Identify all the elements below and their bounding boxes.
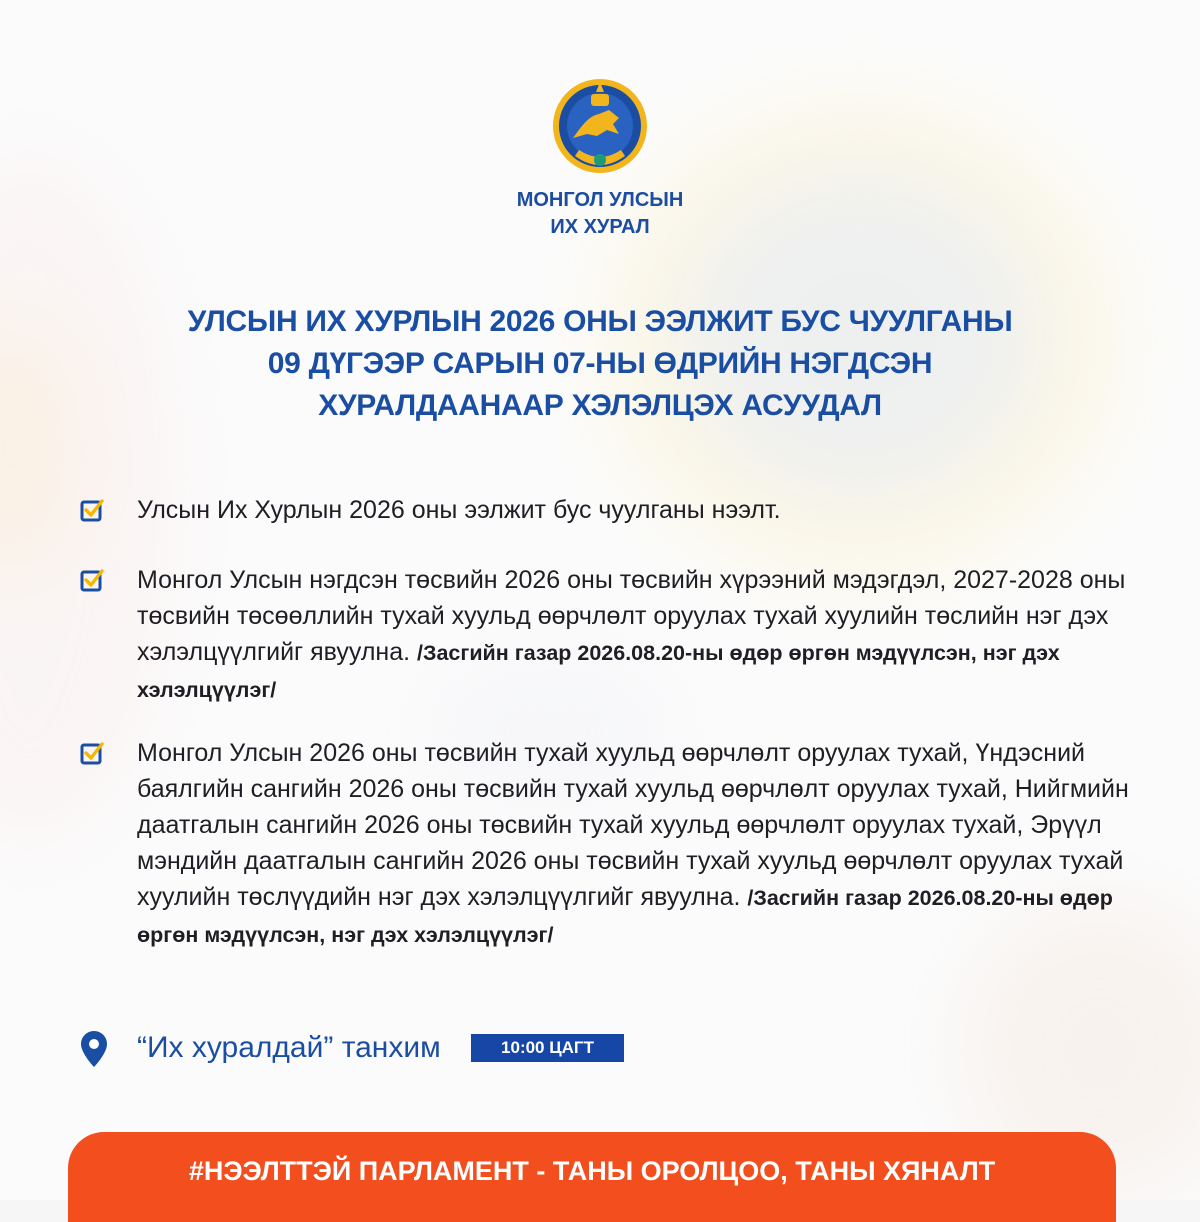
- organization-name-line1: МОНГОЛ УЛСЫН: [516, 189, 684, 211]
- footer-slogan: #НЭЭЛТТЭЙ ПАРЛАМЕНТ - ТАНЫ ОРОЛЦОО, ТАНЫ ХЯНАЛТ: [188, 1156, 996, 1186]
- agenda-item-text: [137, 492, 1140, 528]
- page-title-line3: ХУРАЛДААНААР ХЭЛЭЛЦЭХ АСУУДАЛ: [318, 389, 882, 422]
- agenda-item-text: [137, 735, 1140, 953]
- location-pin-icon: [80, 1030, 108, 1068]
- page-title-line1: УЛСЫН ИХ ХУРЛЫН 2026 ОНЫ ЭЭЛЖИТ БУС ЧУУЛГАНЫ: [187, 305, 1013, 338]
- checkbox-icon: [80, 568, 104, 592]
- page-title-line2: 09 ДҮГЭЭР САРЫН 07-НЫ ӨДРИЙН НЭГДСЭН: [267, 347, 933, 380]
- agenda-item-description: Монгол Улсын 2026 оны төсвийн тухай хуульд өөрчлөлт оруулах тухай, Үндэсний баялгийн сангийн 2026 оны төсвийн тухай хуульд өөрчлөлт оруулах тухай, Нийгмийн даатгалын сангийн 2026 оны төсвийн тухай хуульд өөрчлөлт оруулах тухай, Эрүүл мэндийн даатгалын сангийн 2026 оны төсвийн тухай хуульд өөрчлөлт оруулах тухай хуулийн төслүүдийн нэг дэх хэлэлцүүлгийг явуулна.: [137, 739, 1129, 911]
- agenda-item-note: /Засгийн газар 2026.08.20-ны өдөр өргөн мэдүүлсэн, нэг дэх хэлэлцүүлэг/: [137, 641, 1060, 702]
- agenda-item-description: Улсын Их Хурлын 2026 оны ээлжит бус чуулганы нээлт.: [137, 496, 781, 524]
- time-badge: 10:00 ЦАГТ: [471, 1034, 624, 1062]
- checkbox-icon: [80, 741, 104, 765]
- agenda-item-description: Монгол Улсын нэгдсэн төсвийн 2026 оны төсвийн хүрээний мэдэгдэл, 2027-2028 оны төсвийн төсөөллийн тухай хуульд өөрчлөлт оруулах тухай хуулийн төслийн нэг дэх хэлэлцүүлгийг явуулна.: [137, 566, 1126, 666]
- organization-name: [0, 187, 1200, 241]
- page-title: [0, 301, 1200, 427]
- organization-name-line2: ИХ ХУРАЛ: [550, 216, 650, 238]
- agenda-item-text: [137, 562, 1140, 708]
- state-emblem-icon: [553, 76, 647, 180]
- venue-name: “Их хуралдай” танхим: [137, 1031, 441, 1064]
- footer-banner: [68, 1132, 1116, 1222]
- checkbox-icon: [80, 498, 104, 522]
- agenda-item-note: /Засгийн газар 2026.08.20-ны өдөр өргөн мэдүүлсэн, нэг дэх хэлэлцүүлэг/: [137, 886, 1113, 947]
